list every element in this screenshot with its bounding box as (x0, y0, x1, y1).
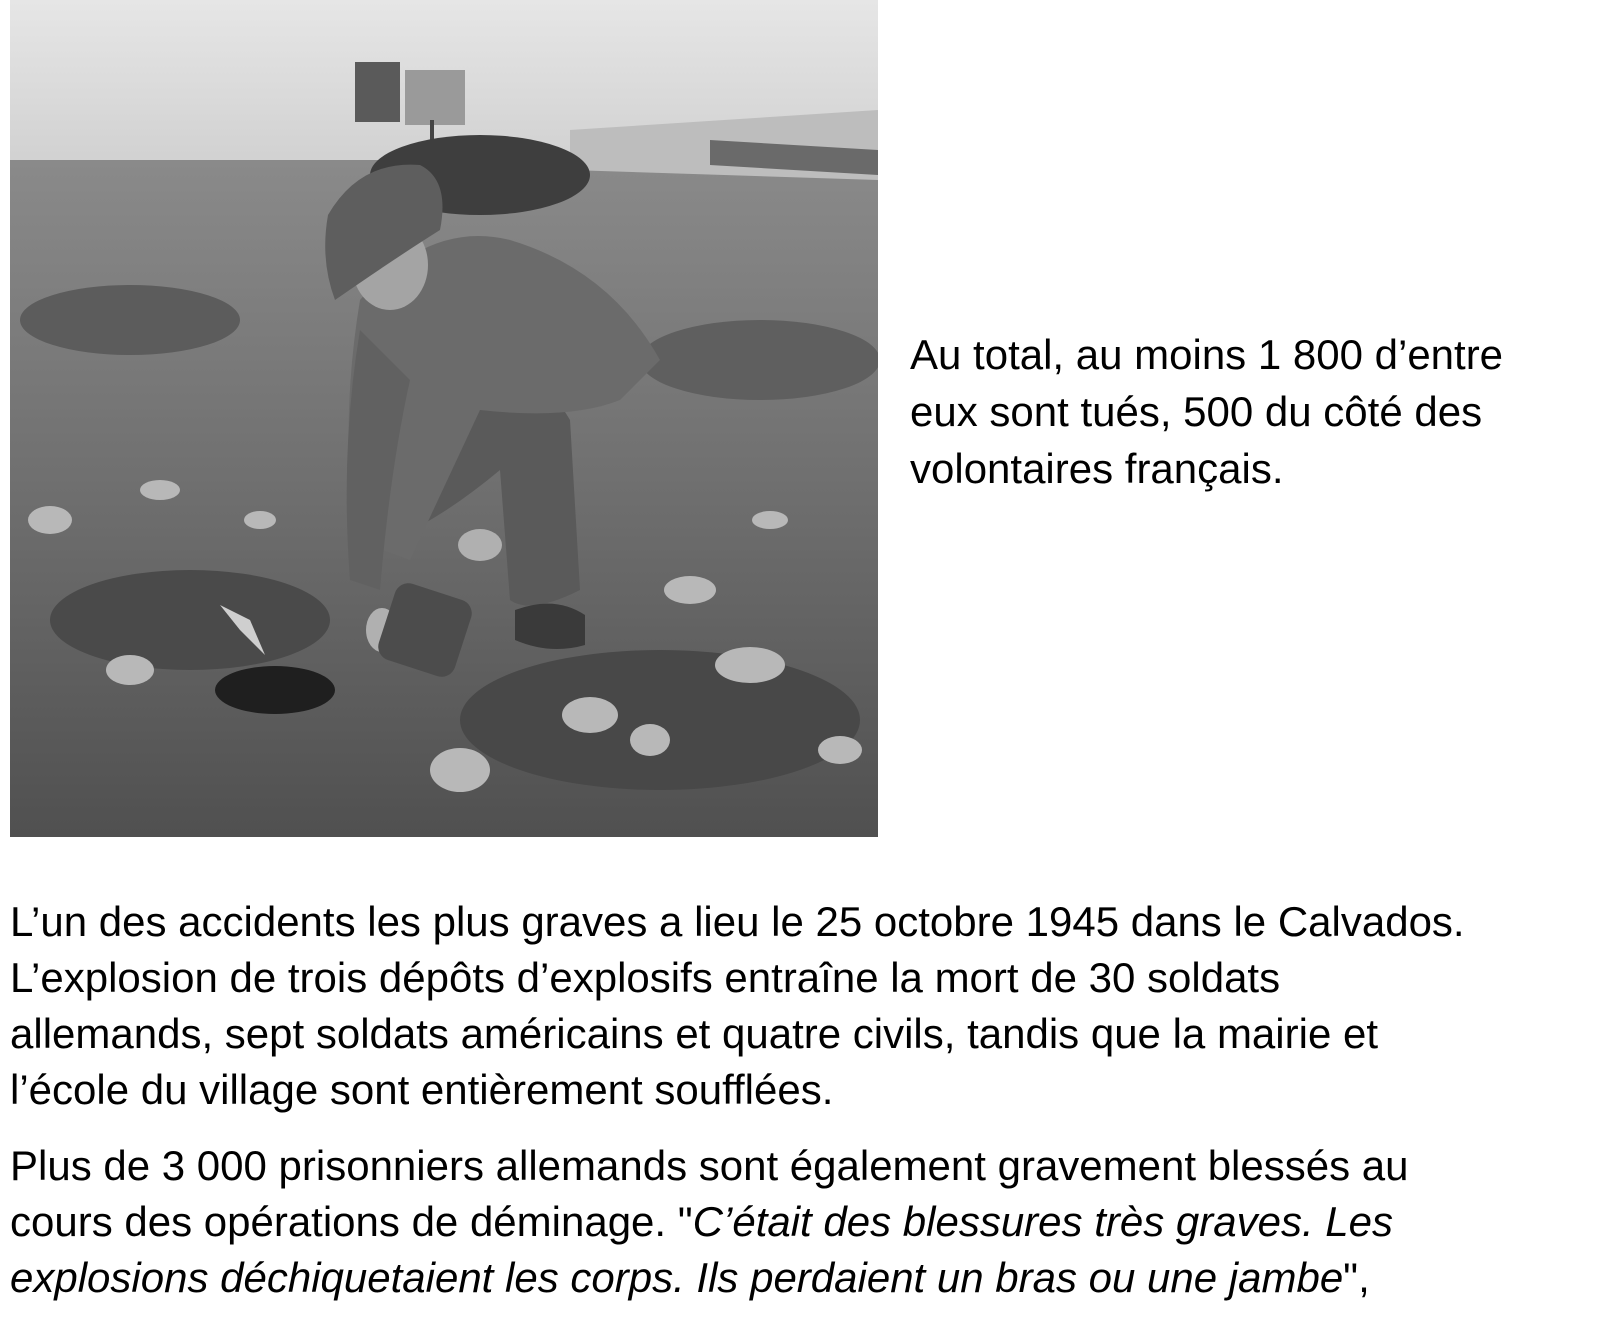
article-photo (10, 0, 878, 837)
paragraph-line: L’un des accidents les plus graves a lieu le 25 octobre 1945 dans le Calvados. (10, 898, 1465, 945)
plain-text: ", (1343, 1254, 1370, 1301)
plain-text: cours des opérations de déminage. " (10, 1198, 693, 1245)
paragraph-injuries (10, 1138, 1606, 1306)
paragraph-line: Plus de 3 000 prisonniers allemands sont également gravement blessés au (10, 1142, 1409, 1189)
paragraph-line-mixed (10, 1194, 1606, 1250)
photo-illustration (10, 0, 878, 837)
side-line: eux sont tués, 500 du côté des (910, 388, 1483, 435)
side-line: Au total, au moins 1 800 d’entre (910, 331, 1504, 378)
paragraph-accident (10, 894, 1606, 1118)
quote-text: C’était des blessures très graves. Les (692, 1198, 1393, 1245)
side-paragraph (910, 326, 1600, 497)
quote-text: explosions déchiquetaient les corps. Ils perdaient un bras ou une jambe (10, 1254, 1344, 1301)
side-line: volontaires français. (910, 445, 1284, 492)
paragraph-line: l’école du village sont entièrement soufflées. (10, 1066, 834, 1113)
paragraph-line: L’explosion de trois dépôts d’explosifs entraîne la mort de 30 soldats (10, 954, 1281, 1001)
paragraph-line: allemands, sept soldats américains et quatre civils, tandis que la mairie et (10, 1010, 1378, 1057)
article-body (10, 894, 1606, 1326)
paragraph-line-mixed (10, 1250, 1606, 1306)
